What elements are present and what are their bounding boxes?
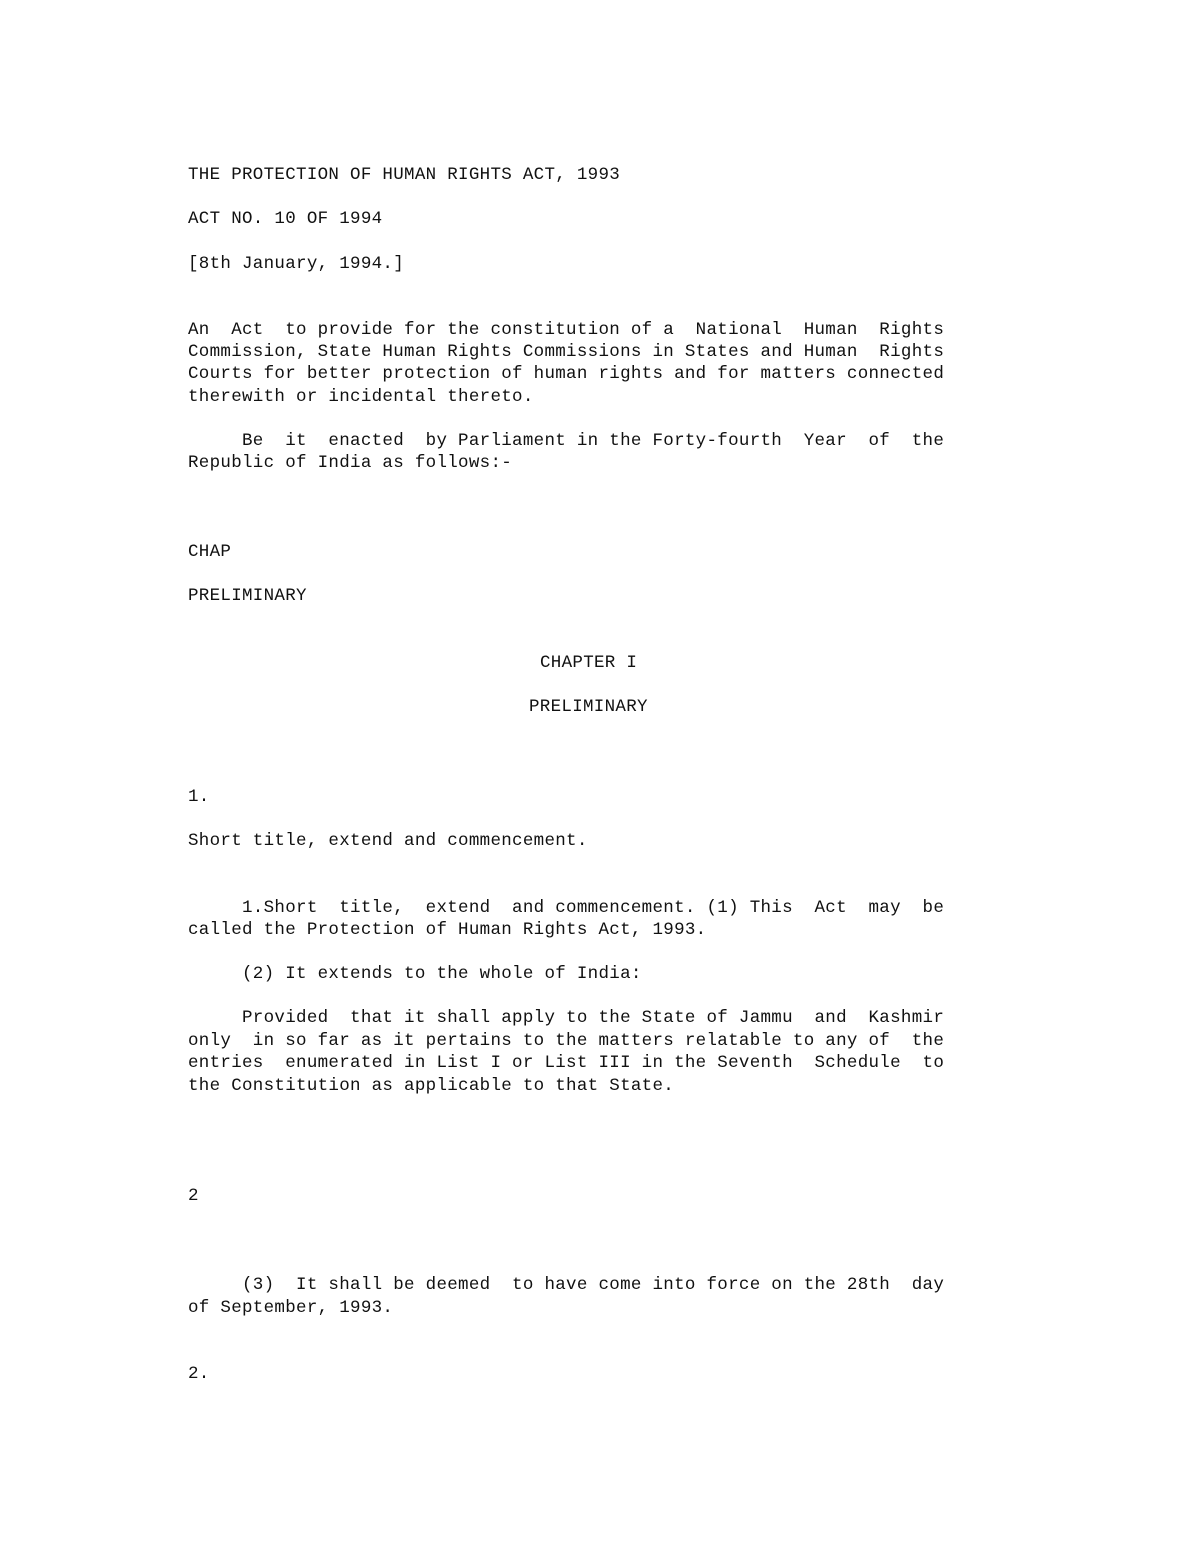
act-number: ACT NO. 10 OF 1994 (188, 209, 383, 229)
proviso-line: only in so far as it pertains to the matters relatable to any of the (188, 1031, 945, 1051)
page-number: 2 (188, 1186, 199, 1206)
section-marginal-title: Short title, extend and commencement. (188, 831, 588, 851)
act-date: [8th January, 1994.] (188, 254, 405, 274)
proviso-line: Provided that it shall apply to the State of Jammu and Kashmir (188, 1008, 945, 1028)
proviso-line: the Constitution as applicable to that State. (188, 1076, 675, 1096)
section-text-line: (3) It shall be deemed to have come into force on the 28th day (188, 1275, 945, 1295)
chapter-subheading: PRELIMINARY (529, 697, 648, 717)
section-text-line: called the Protection of Human Rights Act, 1993. (188, 920, 707, 940)
preamble-line: An Act to provide for the constitution of a National Human Rights (188, 320, 945, 340)
proviso-line: entries enumerated in List I or List III in the Seventh Schedule to (188, 1053, 945, 1073)
section-text-line: 1.Short title, extend and commencement. (1) This Act may be (188, 898, 945, 918)
preamble-line: therewith or incidental thereto. (188, 387, 534, 407)
section-1-subsection-2: (2) It extends to the whole of India: (188, 964, 642, 984)
chapter-heading: CHAPTER I (540, 653, 638, 673)
section-number: 2. (188, 1364, 210, 1384)
enacting-line: Republic of India as follows:- (188, 453, 513, 473)
preamble-line: Courts for better protection of human rights and for matters connected (188, 364, 945, 384)
preliminary-label: PRELIMINARY (188, 586, 307, 606)
section-number: 1. (188, 787, 210, 807)
preamble-line: Commission, State Human Rights Commissions in States and Human Rights (188, 342, 945, 362)
act-title: THE PROTECTION OF HUMAN RIGHTS ACT, 1993 (188, 165, 621, 185)
section-text-line: of September, 1993. (188, 1298, 394, 1318)
enacting-line: Be it enacted by Parliament in the Forty-fourth Year of the (188, 431, 945, 451)
chap-label: CHAP (188, 542, 232, 562)
